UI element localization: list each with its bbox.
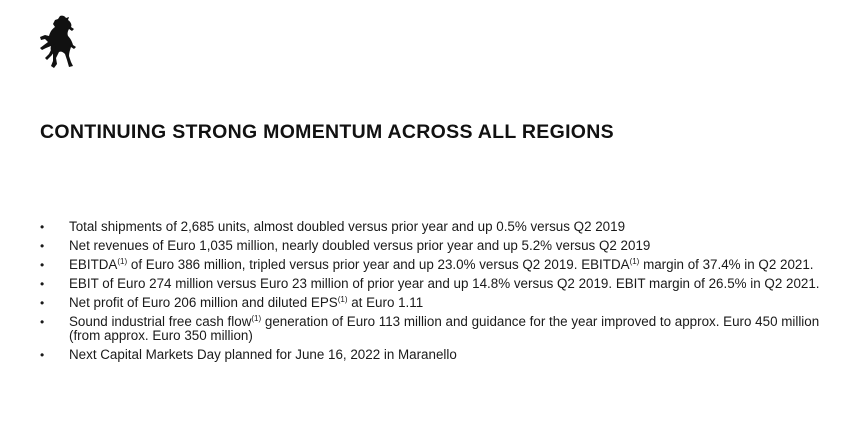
prancing-horse-icon	[38, 14, 80, 70]
list-item-ebit	[40, 277, 830, 291]
bullet-icon: •	[40, 348, 45, 362]
list-item-text: Next Capital Markets Day planned for June 16, 2022 in Maranello	[69, 347, 457, 362]
list-item-text: EBIT of Euro 274 million versus Euro 23 million of prior year and up 14.8% versus Q2 2019. EBIT margin of 26.5% in Q2 2021.	[69, 276, 820, 291]
bullet-icon: •	[40, 239, 45, 253]
list-item-text: EBITDA	[69, 257, 118, 272]
bullet-icon: •	[40, 277, 45, 291]
footnote-marker: (1)	[629, 257, 640, 266]
list-item-text: at Euro 1.11	[347, 295, 424, 310]
bullet-icon: •	[40, 258, 45, 272]
bullet-icon: •	[40, 315, 45, 329]
footnote-marker: (1)	[117, 257, 128, 266]
bullet-icon: •	[40, 296, 45, 310]
list-item-text: of Euro 386 million, tripled versus prior year and up 23.0% versus Q2 2019. EBITDA	[127, 257, 630, 272]
list-item-text: margin of 37.4% in Q2 2021.	[639, 257, 814, 272]
list-item-text: Net profit of Euro 206 million and diluted EPS	[69, 295, 338, 310]
highlights-list	[40, 220, 830, 367]
list-item-net-profit	[40, 296, 830, 310]
list-item-text: Total shipments of 2,685 units, almost doubled versus prior year and up 0.5% versus Q2 2019	[69, 219, 626, 234]
page-title: CONTINUING STRONG MOMENTUM ACROSS ALL REGIONS	[40, 121, 614, 143]
bullet-icon: •	[40, 220, 45, 234]
list-item-net-revenues	[40, 239, 830, 253]
footnote-marker: (1)	[251, 314, 262, 323]
list-item-text: Net revenues of Euro 1,035 million, nearly doubled versus prior year and up 5.2% versus Q2 2019	[69, 238, 651, 253]
footnote-marker: (1)	[337, 295, 348, 304]
list-item-text: Sound industrial free cash flow	[69, 314, 252, 329]
list-item-free-cash-flow	[40, 315, 830, 343]
list-item-capital-markets-day	[40, 348, 830, 362]
list-item-shipments	[40, 220, 830, 234]
list-item-text: generation of Euro 113 million and guidance for the year improved to approx. Euro 450 million (from approx. Euro 350 million)	[69, 314, 820, 343]
list-item-ebitda	[40, 258, 830, 272]
